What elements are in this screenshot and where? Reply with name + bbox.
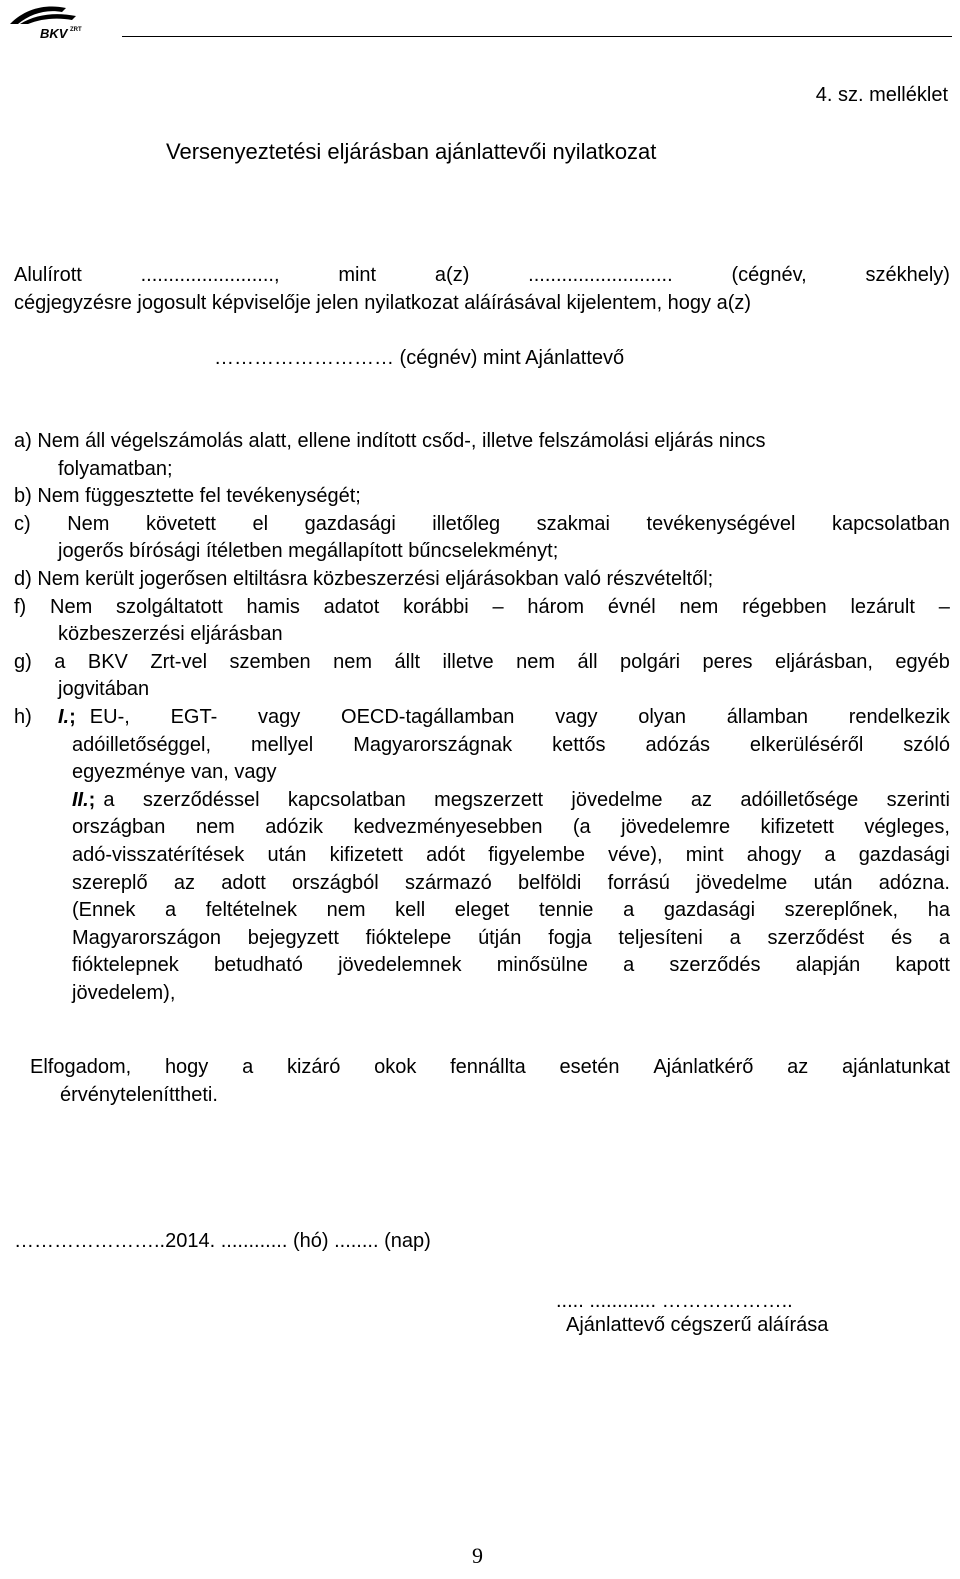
word: adóilletőséggel, <box>72 733 211 756</box>
word: adó-visszatérítések <box>72 843 245 866</box>
word: adót <box>426 843 466 866</box>
word: áll <box>577 650 598 673</box>
word: – <box>492 595 504 618</box>
word: a <box>103 788 115 811</box>
item-b-line-1: b) Nem függesztette fel tevékenységét; <box>14 485 361 508</box>
word: kettős <box>552 733 606 756</box>
word: (cégnév, <box>731 264 807 286</box>
word: útján <box>478 926 522 949</box>
item-h-marker-I: I. <box>58 705 70 728</box>
word: véve), <box>608 843 663 866</box>
word: jövedelemnek <box>338 954 462 977</box>
word: jövedelme <box>571 788 663 811</box>
word: szerződéssel <box>142 788 260 811</box>
word: három <box>527 595 585 618</box>
word: figyelembe <box>488 843 585 866</box>
word: gazdasági <box>858 843 950 866</box>
item-h-line-11: jövedelem), <box>72 981 176 1004</box>
word: – <box>938 595 950 618</box>
word: lezárult <box>850 595 915 618</box>
word: c) <box>14 512 31 535</box>
word: adóilletősége <box>740 788 859 811</box>
item-h-marker-II: II. <box>72 788 89 811</box>
word: évnél <box>607 595 656 618</box>
word: után <box>267 843 307 866</box>
word: egyéb <box>895 650 950 673</box>
word: korábbi <box>403 595 469 618</box>
item-f-line-1 <box>14 594 950 622</box>
word: kapcsolatban <box>287 788 406 811</box>
word: okok <box>374 1056 417 1078</box>
word: esetén <box>559 1056 620 1078</box>
word: adatot <box>323 595 380 618</box>
annex-label: 4. sz. melléklet <box>815 84 948 106</box>
bkv-logo <box>6 2 118 42</box>
word: szereplő <box>72 871 148 894</box>
word: minősülne <box>496 954 588 977</box>
word: elkerüléséről <box>749 733 864 756</box>
item-h-line-9 <box>14 925 950 953</box>
word: .......................... <box>528 264 673 286</box>
word: a(z) <box>434 264 470 286</box>
signature-label: Ajánlattevő cégszerű aláírása <box>566 1314 829 1336</box>
item-h-line-8 <box>14 897 950 925</box>
word: eleget <box>454 899 510 922</box>
word: nem <box>516 650 556 673</box>
word: vagy <box>555 705 598 728</box>
word: Nem <box>67 512 110 535</box>
item-g-line-2: jogvitában <box>58 678 150 701</box>
word: országból <box>292 871 379 894</box>
word: ........................, <box>140 264 280 286</box>
word: nem <box>333 650 373 673</box>
item-h-line-1 <box>14 704 950 732</box>
word: kifizetett <box>329 843 403 866</box>
word: az <box>173 871 195 894</box>
word: el <box>252 512 269 535</box>
word: Magyarországnak <box>353 733 513 756</box>
word: a <box>54 650 66 673</box>
item-h-line-1-text <box>90 704 950 732</box>
word: szerinti <box>886 788 950 811</box>
word: államban <box>726 705 808 728</box>
word: az <box>787 1056 809 1078</box>
word: a <box>242 1056 254 1078</box>
acceptance-line-1 <box>30 1054 950 1082</box>
item-a-line-1: a) Nem áll végelszámolás alatt, ellene indított csőd-, illetve felszámolási eljárás nincs <box>14 430 766 452</box>
word: szóló <box>903 733 950 756</box>
item-f-line-2: közbeszerzési eljárásban <box>58 623 283 646</box>
word: származó <box>405 871 492 894</box>
date-line: …………………..2014. ............ (hó) ........ (nap) <box>14 1230 431 1252</box>
intro-paragraph <box>14 262 950 317</box>
word: adott <box>221 871 266 894</box>
item-h-line-4 <box>14 787 950 815</box>
word: kizáró <box>286 1056 341 1078</box>
word: fogja <box>548 926 592 949</box>
word: adózik <box>265 816 323 839</box>
word: (Ennek <box>72 899 136 922</box>
acceptance-paragraph <box>30 1054 950 1109</box>
word: szolgáltatott <box>116 595 223 618</box>
item-h-semicolon: ; <box>69 705 76 728</box>
word: a <box>623 954 635 977</box>
logo-sup: ZRT <box>70 27 82 33</box>
word: szerződés <box>669 954 761 977</box>
word: kell <box>395 899 426 922</box>
word: ha <box>927 899 950 922</box>
item-h-line-7 <box>14 870 950 898</box>
word: a <box>729 926 741 949</box>
word: az <box>690 788 713 811</box>
word: feltételnek <box>205 899 297 922</box>
word: kapott <box>895 954 950 977</box>
word: bejegyzett <box>247 926 339 949</box>
word: illetve <box>442 650 494 673</box>
item-a-line-2: folyamatban; <box>58 457 173 480</box>
word: g) <box>14 650 32 673</box>
word: és <box>890 926 913 949</box>
word: a <box>623 899 635 922</box>
item-h-line-2 <box>14 732 950 760</box>
company-line: ……………………… (cégnév) mint Ajánlattevő <box>214 347 625 369</box>
intro-line-1 <box>14 262 950 290</box>
word: EU-, <box>89 705 130 728</box>
word: jövedelemre <box>621 816 731 839</box>
item-d-line-1: d) Nem került jogerősen eltiltásra közbeszerzési eljárásokban való részvételtől; <box>14 567 714 590</box>
word: olyan <box>638 705 687 728</box>
word: kifizetett <box>760 816 834 839</box>
word: hamis <box>246 595 300 618</box>
word: Nem <box>50 595 93 618</box>
item-g-line-1 <box>14 649 950 677</box>
acceptance-line-2: érvényteleníttheti. <box>60 1083 218 1106</box>
item-h-line-4-text <box>103 787 950 815</box>
signature-line: ..... ............ ……………….. <box>556 1290 793 1312</box>
intro-line-2: cégjegyzésre jogosult képviselője jelen nyilatkozat aláírásával kijelentem, hogy a(z) <box>14 291 752 314</box>
word: ahogy <box>746 843 802 866</box>
word: szereplőnek, <box>784 899 899 922</box>
word: nem <box>679 595 719 618</box>
word: polgári <box>620 650 681 673</box>
word: adózna. <box>878 871 950 894</box>
word: mint <box>338 264 377 286</box>
word: Magyarországon <box>72 926 221 949</box>
word: nem <box>195 816 235 839</box>
word: vagy <box>258 705 301 728</box>
word: EGT- <box>170 705 218 728</box>
word: állt <box>394 650 421 673</box>
word: jövedelme <box>696 871 788 894</box>
word: BKV <box>87 650 128 673</box>
word: Alulírott <box>14 264 82 286</box>
item-h-line-6 <box>14 842 950 870</box>
word: megszerzett <box>434 788 544 811</box>
word: szakmai <box>536 512 610 535</box>
word: ajánlatunkat <box>842 1056 950 1078</box>
word: végleges, <box>864 816 950 839</box>
word: forrású <box>607 871 670 894</box>
word: Elfogadom, <box>30 1056 132 1078</box>
page-number: 9 <box>472 1543 483 1568</box>
item-c-line-1 <box>14 511 950 539</box>
word: kedvezményesebben <box>353 816 543 839</box>
item-c-line-2: jogerős bírósági ítéletben megállapított bűncselekményt; <box>58 540 559 563</box>
item-h-semicolon-2: ; <box>88 788 96 811</box>
word: a <box>938 926 950 949</box>
word: eljárásban, <box>775 650 873 673</box>
word: (a <box>572 816 591 839</box>
word: hogy <box>164 1056 209 1078</box>
logo-text: BKV <box>40 26 68 41</box>
word: Zrt-vel <box>150 650 208 673</box>
word: mint <box>685 843 724 866</box>
word: országban <box>72 816 166 839</box>
item-h-label: h) <box>14 705 32 728</box>
word: gazdasági <box>663 899 756 922</box>
word: szemben <box>229 650 311 673</box>
word: tennie <box>538 899 594 922</box>
item-h-line-5 <box>14 814 950 842</box>
word: illetőleg <box>432 512 501 535</box>
word: rendelkezik <box>848 705 950 728</box>
document-title: Versenyeztetési eljárásban ajánlattevői nyilatkozat <box>166 139 657 164</box>
word: a <box>824 843 836 866</box>
word: peres <box>702 650 753 673</box>
word: követett <box>145 512 216 535</box>
word: fióktelepnek <box>72 954 179 977</box>
word: mellyel <box>250 733 314 756</box>
word: fióktelepe <box>365 926 452 949</box>
word: nem <box>326 899 366 922</box>
item-h-line-10 <box>14 952 950 980</box>
word: belföldi <box>517 871 582 894</box>
word: kapcsolatban <box>832 512 950 535</box>
exclusion-list <box>14 428 950 1007</box>
word: régebben <box>742 595 827 618</box>
word: f) <box>14 595 27 618</box>
word: szerződést <box>767 926 865 949</box>
word: a <box>165 899 177 922</box>
word: gazdasági <box>304 512 396 535</box>
word: tevékenységével <box>646 512 796 535</box>
header-rule <box>122 36 952 37</box>
word: betudható <box>213 954 303 977</box>
item-h-line-3: egyezménye van, vagy <box>72 761 277 784</box>
word: teljesíteni <box>618 926 703 949</box>
word: fennállta <box>450 1056 526 1078</box>
word: OECD-tagállamban <box>341 705 515 728</box>
word: adózás <box>645 733 710 756</box>
word: székhely) <box>865 264 950 286</box>
word: Ajánlatkérő <box>653 1056 754 1078</box>
word: után <box>813 871 853 894</box>
word: alapján <box>795 954 861 977</box>
